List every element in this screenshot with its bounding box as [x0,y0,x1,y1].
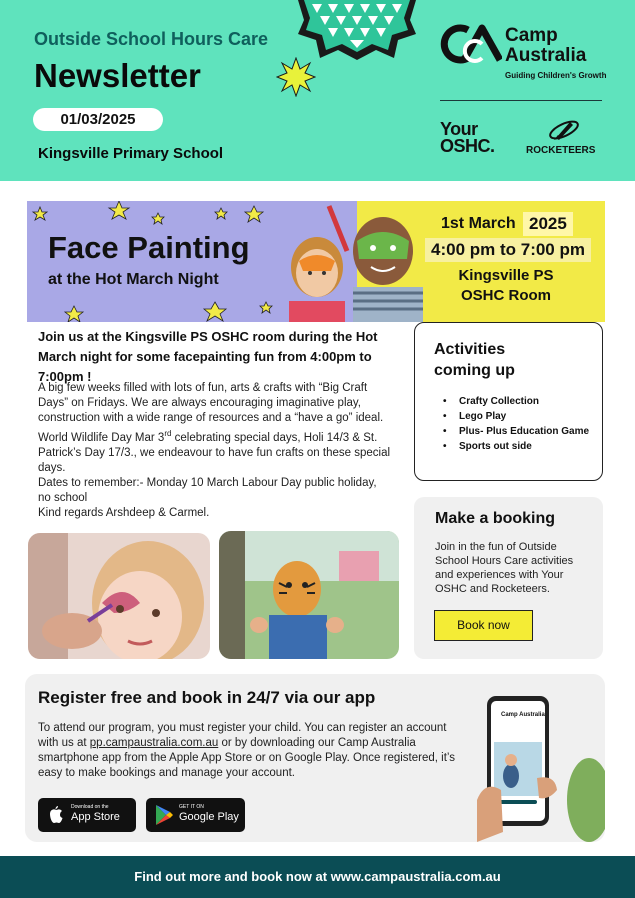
rocket-icon [548,118,580,142]
your-oshc-line1: Your [440,119,478,139]
booking-title: Make a booking [435,510,556,527]
event-location-line1: Kingsville PS [458,267,554,284]
school-name: Kingsville Primary School [38,145,224,162]
brand-name [505,26,586,66]
google-play-icon [154,804,174,826]
rocketeers-logo-text: ROCKETEERS [526,145,596,156]
activities-card [414,322,603,481]
booking-text: Join in the fun of Outside School Hours Care activities and experiences with Your OSHC and Rocketeers. [435,541,574,595]
article-paragraph [38,426,390,476]
sign-off: Kind regards Arshdeep & Carmel. [38,506,210,519]
painted-kids-photo-icon [275,201,437,322]
camp-australia-logo-icon [438,24,502,64]
your-oshc-logo [440,121,495,155]
app-store-small-text: Download on the [71,804,109,810]
boy-tiger-image-icon [219,531,399,659]
event-date: 1st March [441,215,516,232]
register-title: Register free and book in 24/7 via our app [38,688,376,707]
article-paragraph-part: World Wildlife Day Mar 3 [38,431,165,444]
app-store-button[interactable] [38,798,136,832]
event-location-line2: OSHC Room [461,287,551,304]
event-location [431,266,581,306]
event-time: 4:00 pm to 7:00 pm [425,238,591,262]
newsletter-date: 01/03/2025 [33,108,163,131]
banner-subtitle: at the Hot March Night [48,271,219,288]
register-section [25,674,605,842]
register-link[interactable]: pp.campaustralia.com.au [89,737,219,749]
face-painting-photo [28,533,210,659]
list-item: • Crafty Collection [443,395,593,409]
phone-in-hand-icon [477,682,605,842]
banner-title: Face Painting [48,230,250,265]
ordinal-suffix: rd [164,429,172,438]
list-item: • Lego Play [443,410,593,424]
google-play-small-text: GET IT ON [179,804,204,810]
article-body [38,381,390,521]
newsletter-title: Newsletter [34,57,201,94]
footer-cta[interactable]: Find out more and book now at www.campaustralia.com.au [134,869,501,884]
google-play-label: Google Play [179,811,239,823]
boy-tiger-photo [219,531,399,659]
list-item: • Plus- Plus Education Game [443,425,593,439]
phone-brand-text: Camp Australia [501,712,545,718]
footer [0,856,635,898]
newsletter-subtitle: Outside School Hours Care [34,29,269,49]
booking-card [414,497,603,659]
event-year: 2025 [523,212,573,236]
face-painting-banner [27,201,605,322]
article-intro: Join us at the Kingsville PS OSHC room during the Hot March night for some facepainting fun from 4:00pm to 7:00pm ! [38,329,378,384]
brand-name-line1: Camp [505,25,558,46]
your-oshc-line2: OSHC. [440,136,495,156]
app-store-label: App Store [71,811,120,823]
register-text [38,721,468,781]
triangle-badge-icon [298,0,416,60]
header-divider [440,100,602,101]
sun-burst-icon [276,57,316,97]
register-text-part: or by downloading our Camp Australia smartphone app from the Apple App Store or on Google Play. Once registered, it’s easy to make bookings and manage your account. [38,737,456,779]
book-now-button[interactable]: Book now [434,610,533,641]
girl-face-paint-image-icon [28,533,210,659]
activities-title: Activities coming up [434,341,515,379]
header [0,0,635,181]
brand-tagline: Guiding Children's Growth [505,71,607,80]
brand-name-line2: Australia [505,45,587,66]
dates-to-remember: Dates to remember:- Monday 10 March Labour Day public holiday, no school [38,476,377,504]
activities-list [443,395,593,455]
google-play-button[interactable] [146,798,245,832]
article-paragraph: A big few weeks filled with lots of fun, arts & crafts with “Big Craft Days” on Fridays. We are always encouraging imaginative play, construction with a wide range of resources and a “have a go” ideal. [38,382,384,424]
list-item: • Sports out side [443,440,593,454]
apple-icon [46,804,66,826]
register-text-part: To attend our program, you must register your child. You can register an account with us at [38,722,447,749]
article-paragraph-part: celebrating special days, Holi 14/3 & St. Patrick’s Day 17/3., we endeavour to have fun crafts on these special days. [38,431,391,474]
